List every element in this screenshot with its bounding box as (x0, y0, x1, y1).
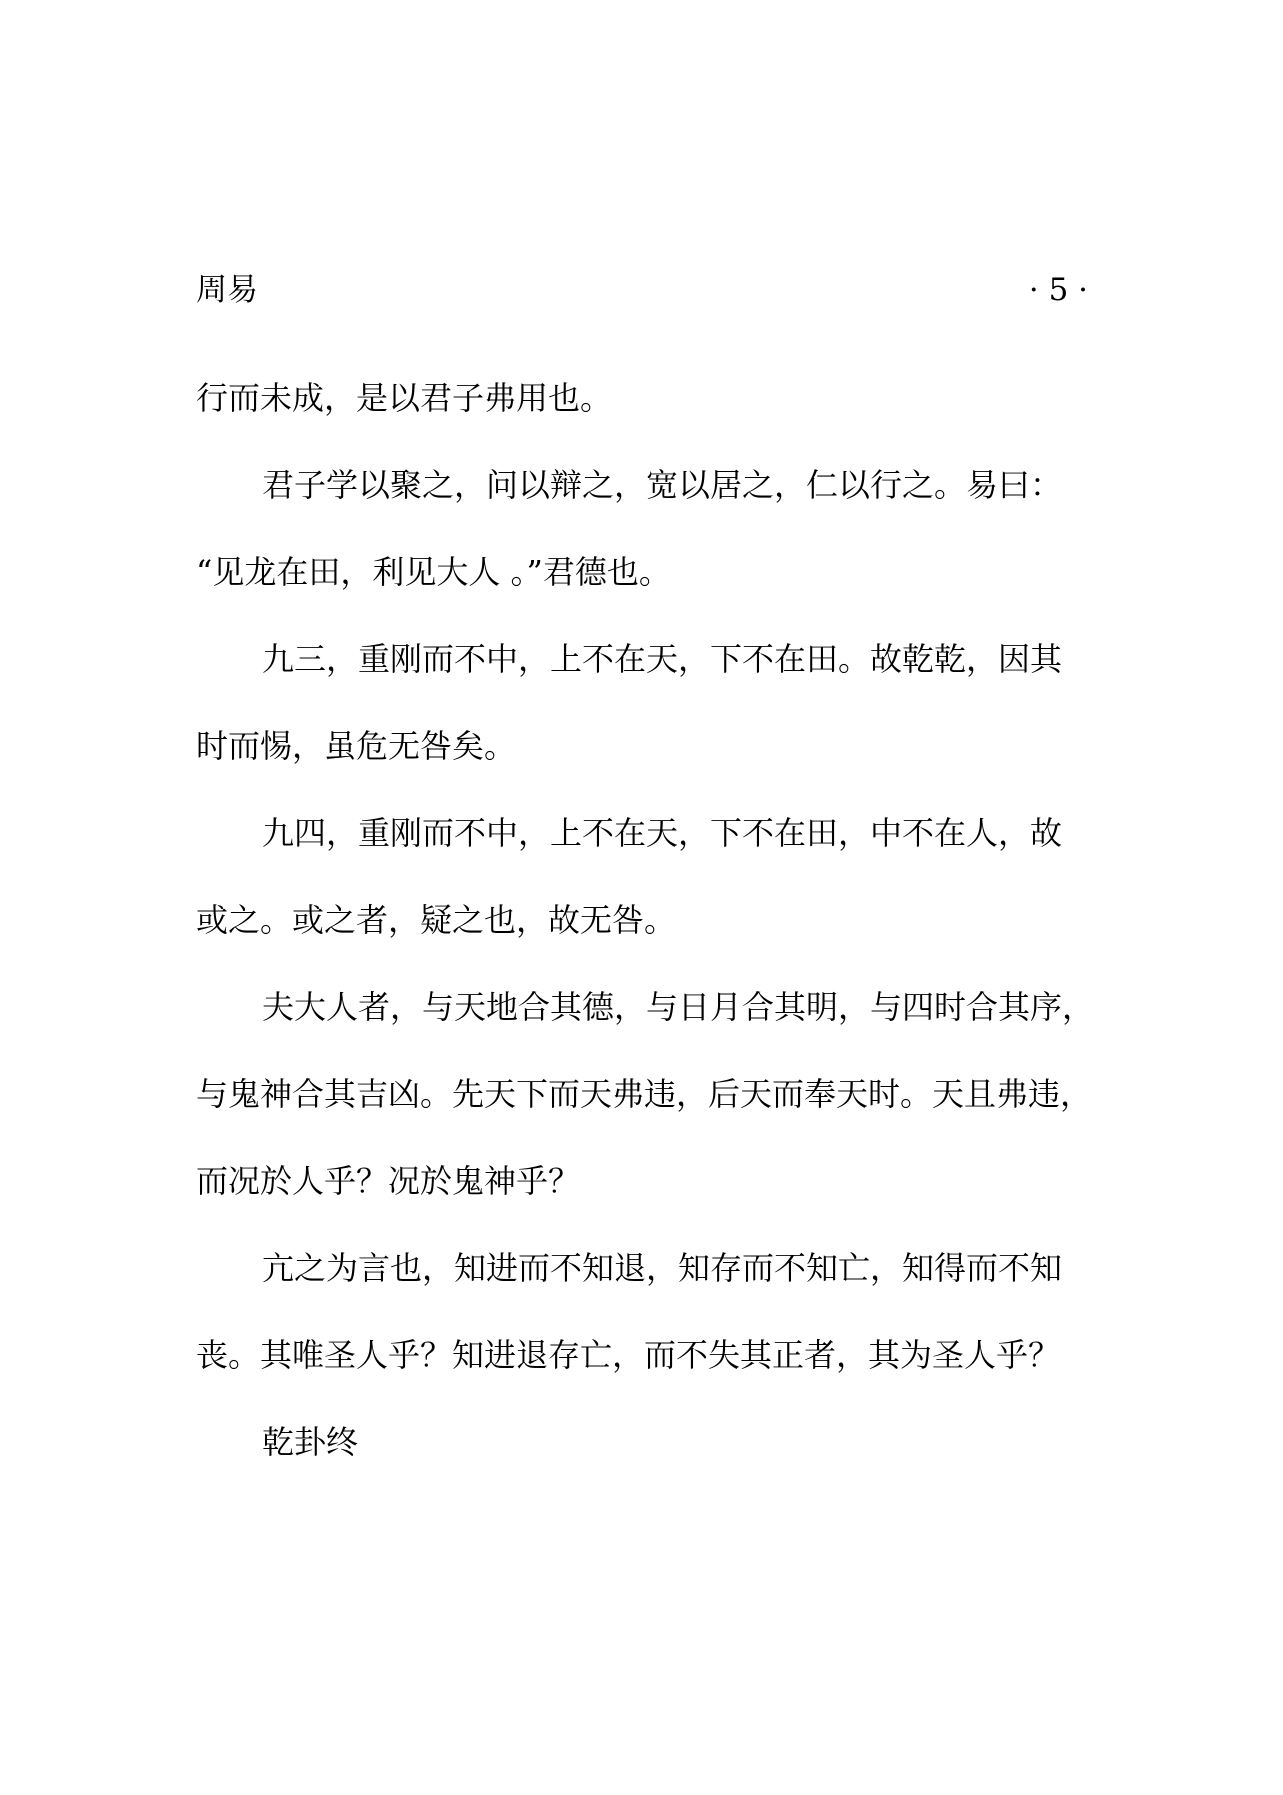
running-header-title: 周易 (196, 272, 258, 308)
text-line: 九三，重刚而不中，上不在天，下不在田。故乾乾，因其 (262, 640, 1063, 678)
text-line: 行而未成，是以君子弗用也。 (196, 379, 613, 417)
body-text (196, 355, 1116, 1486)
text-line: 与鬼神合其吉凶。先天下而天弗违，后天而奉天时。天且弗违， (196, 1075, 1093, 1113)
text-line: 而况於人乎？况於鬼神乎？ (196, 1162, 581, 1200)
text-line: 时而惕，虽危无咎矣。 (196, 727, 517, 765)
text-line: 丧。其唯圣人乎？知进退存亡，而不失其正者，其为圣人乎？ (196, 1336, 1061, 1374)
page-number: · 5 · (1028, 272, 1088, 308)
text-line: 或之。或之者，疑之也，故无咎。 (196, 901, 677, 939)
section-end-marker: 乾卦终 (262, 1423, 359, 1461)
text-line: “见龙在田，利见大人 。”君德也。 (196, 553, 671, 591)
text-line: 亢之为言也，知进而不知退，知存而不知亡，知得而不知 (262, 1249, 1063, 1287)
text-line: 夫大人者，与天地合其德，与日月合其明，与四时合其序， (262, 988, 1095, 1026)
text-line: 九四，重刚而不中，上不在天，下不在田，中不在人，故 (262, 814, 1063, 852)
text-line: 君子学以聚之，问以辩之，宽以居之，仁以行之。易曰： (262, 466, 1063, 504)
